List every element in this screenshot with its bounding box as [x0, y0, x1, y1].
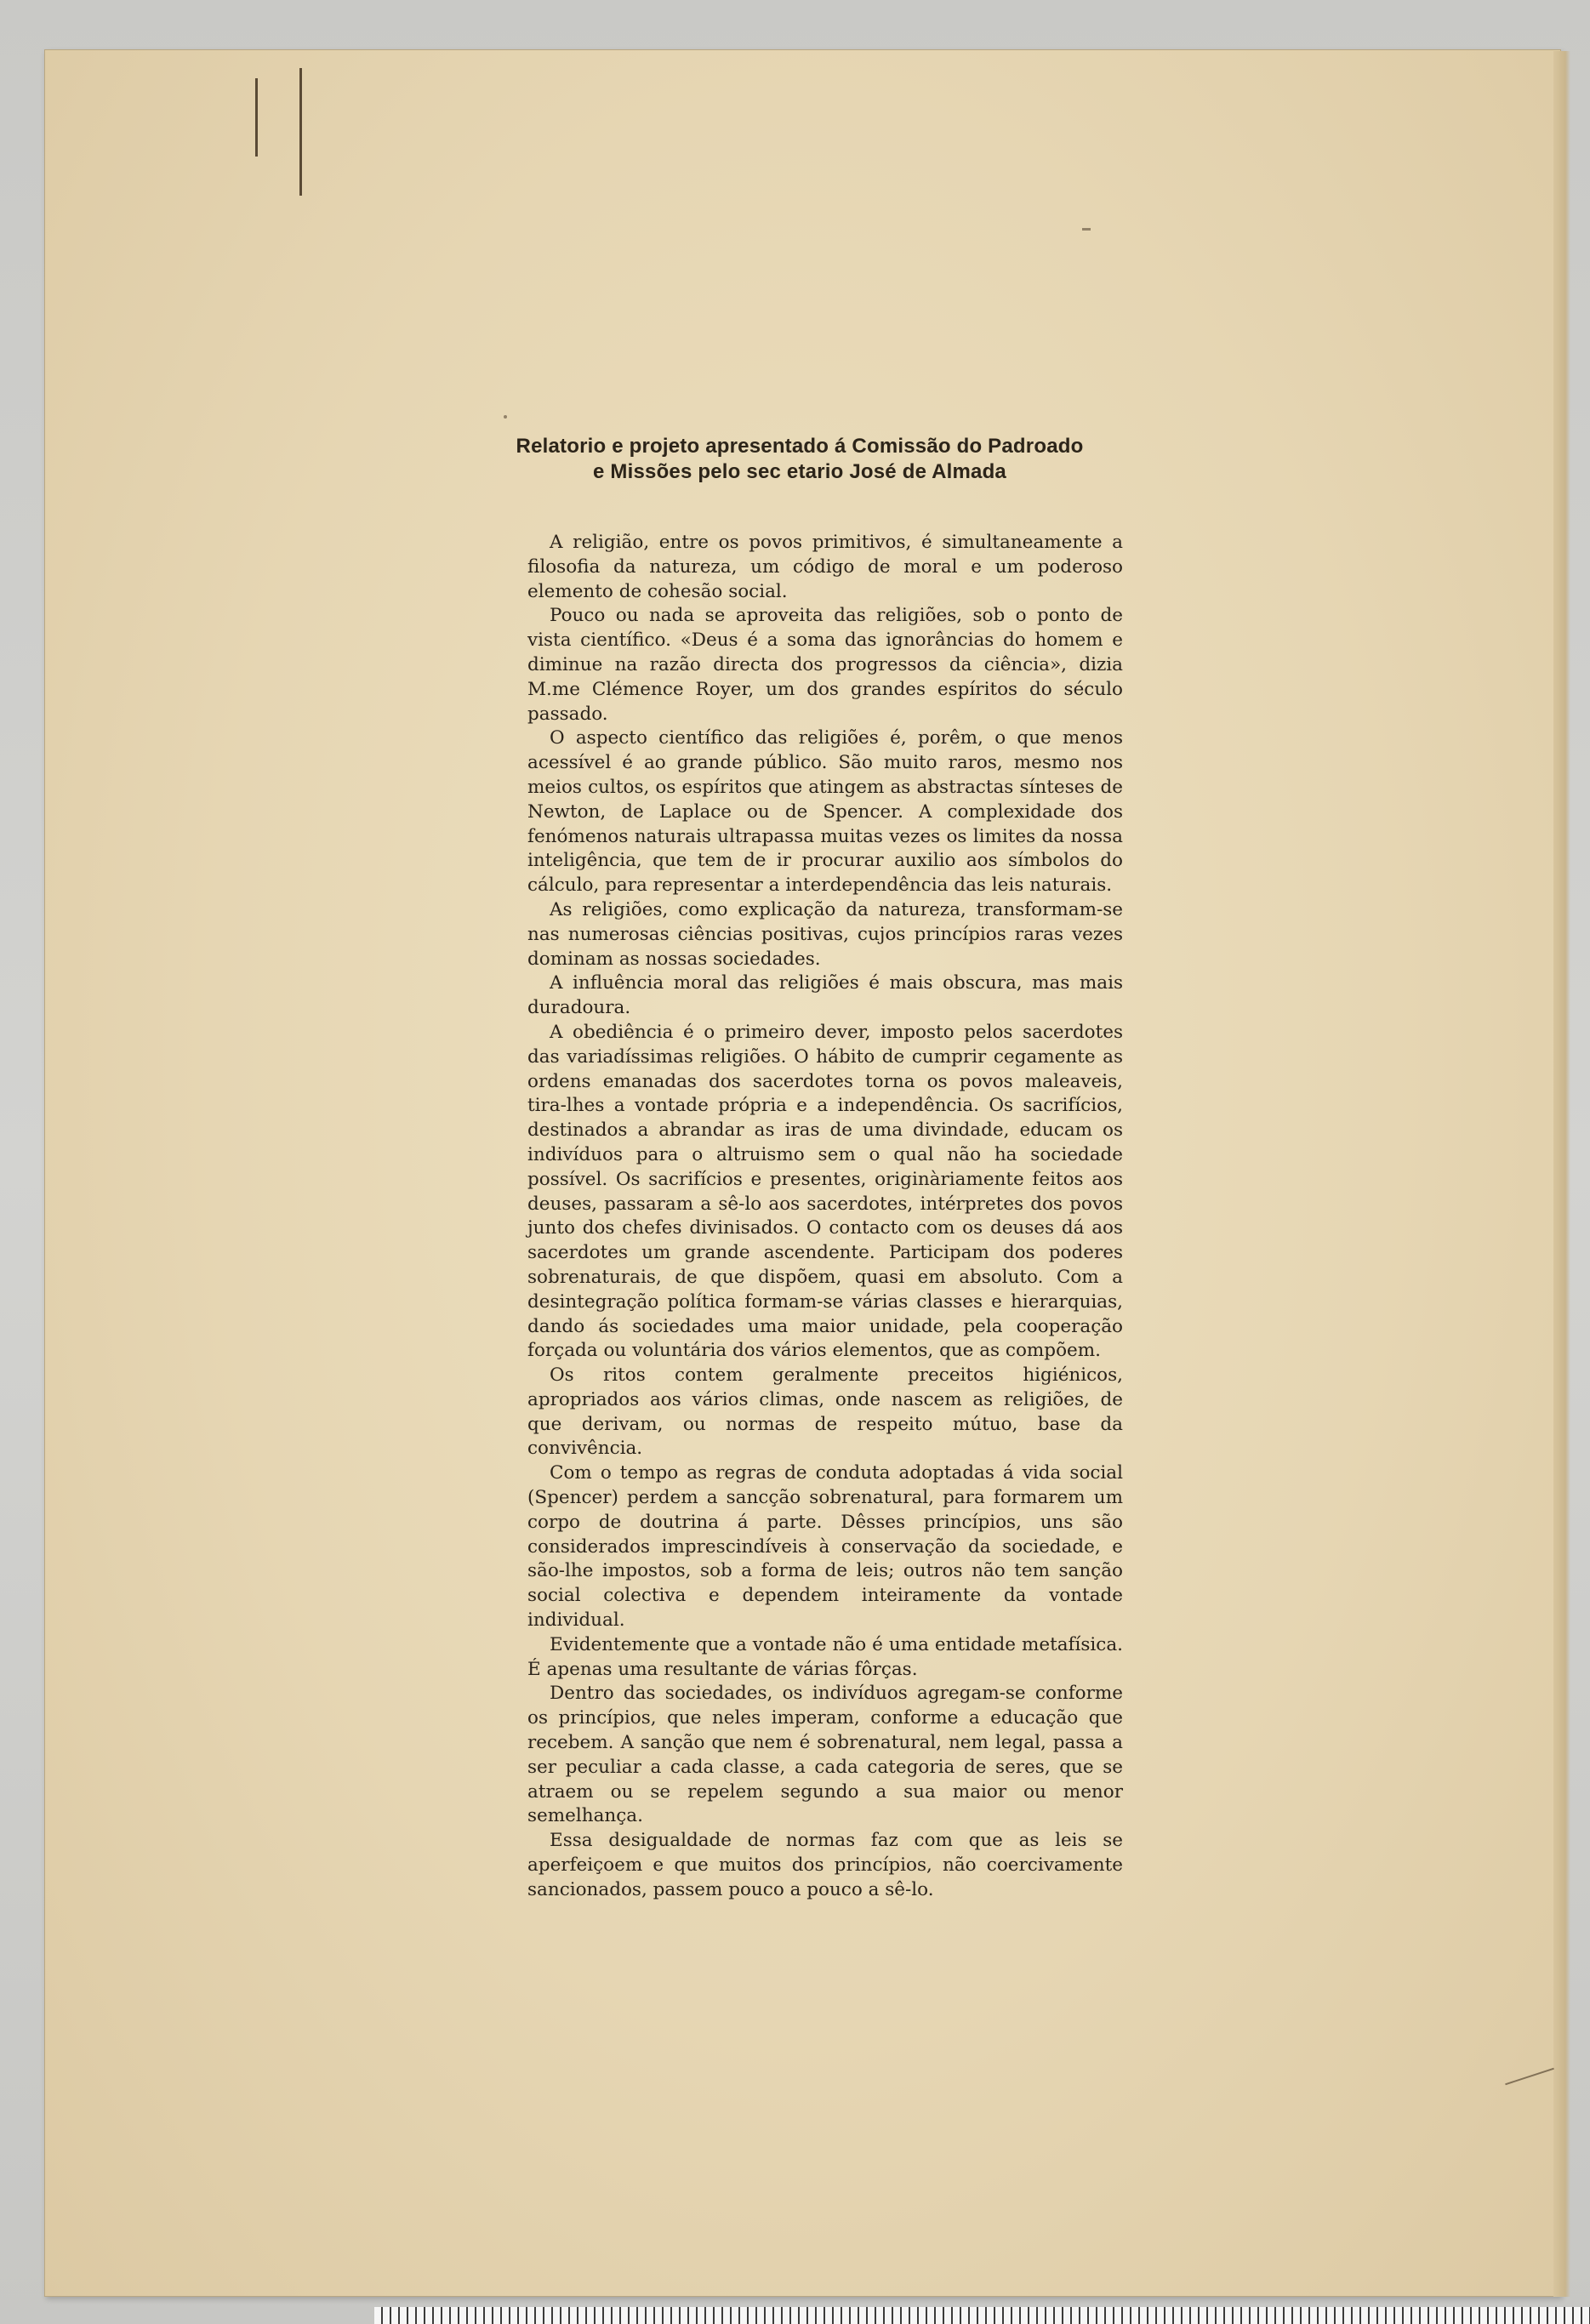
margin-ink-line: [255, 78, 258, 157]
ink-speck: [1082, 228, 1091, 231]
title-line-2: e Missões pelo sec etario José de Almada: [593, 460, 1006, 483]
page-right-edge: [1553, 51, 1570, 2297]
paragraph: A influência moral das religiões é mais obscura, mas mais duradoura.: [527, 972, 1123, 1019]
paragraph: O aspecto científico das religiões é, porêm, o que menos acessível é ao grande público. São muito raros, mesmo nos meios cultos, os espíritos que atingem as abstractas sínteses de Newton, de Laplace ou de Spencer. A complexidade dos fenómenos naturais ultrapassa muitas vezes os limites da nossa inteligência, que tem de ir procurar auxilio aos símbolos do cálculo, para representar a interdependência das leis naturais.: [527, 727, 1123, 897]
document-body: [527, 531, 1123, 1903]
paragraph: Evidentemente que a vontade não é uma entidade metafísica. É apenas uma resultante de várias fôrças.: [527, 1633, 1123, 1680]
paragraph: Com o tempo as regras de conduta adoptadas á vida social (Spencer) perdem a sancção sobrenatural, para formarem um corpo de doutrina á parte. Dêsses princípios, uns são considerados imprescindíveis à conservação da sociedade, e são-lhe impostos, sob a forma de leis; outros não tem sanção social colectiva e dependem inteiramente da vontade individual.: [527, 1462, 1123, 1632]
title-line-1: Relatorio e projeto apresentado á Comissão do Padroado: [516, 435, 1084, 458]
scale-ruler: [374, 2307, 1590, 2324]
margin-ink-line: [299, 68, 302, 196]
paragraph: A obediência é o primeiro dever, imposto pelos sacerdotes das variadíssimas religiões. O hábito de cumprir cegamente as ordens emanadas dos sacerdotes torna os povos maleaveis, tira-lhes a vontade própria e a independência. Os sacrifícios, destinados a abrandar as iras de uma divindade, educam os indivíduos para o altruismo sem o qual não ha sociedade possível. Os sacrifícios e presentes, originàriamente feitos aos deuses, passaram a sê-lo aos sacerdotes, intérpretes dos povos junto dos chefes divinisados. O contacto com os deuses dá aos sacerdotes um grande ascendente. Participam dos poderes sobrenaturais, de que dispõem, quasi em absoluto. Com a desintegração política formam-se várias classes e hierarquias, dando ás sociedades uma maior unidade, pela cooperação forçada ou voluntária dos vários elementos, que as compõem.: [527, 1021, 1123, 1362]
paragraph: A religião, entre os povos primitivos, é simultaneamente a filosofia da natureza, um código de moral e um poderoso elemento de cohesão social.: [527, 532, 1123, 602]
document-title: [476, 434, 1123, 485]
paragraph: Pouco ou nada se aproveita das religiões, sob o ponto de vista científico. «Deus é a soma das ignorâncias do homem e diminue na razão directa dos progressos da ciência», dizia M.me Clémence Royer, um dos grandes espíritos do século passado.: [527, 605, 1123, 725]
paragraph: As religiões, como explicação da natureza, transformam-se nas numerosas ciências positivas, cujos princípios raras vezes dominam as nossas sociedades.: [527, 898, 1123, 970]
paragraph: Essa desigualdade de normas faz com que as leis se aperfeiçoem e que muitos dos princípios, não coercivamente sancionados, passem pouco a pouco a sê-lo.: [527, 1830, 1123, 1900]
ink-speck: [504, 415, 507, 419]
paragraph: Os ritos contem geralmente preceitos higiénicos, apropriados aos vários climas, onde nascem as religiões, de que derivam, ou normas de respeito mútuo, base da convivência.: [527, 1364, 1123, 1460]
paragraph: Dentro das sociedades, os indivíduos agregam-se conforme os princípios, que neles imperam, conforme a educação que recebem. A sanção que nem é sobrenatural, nem legal, passa a ser peculiar a cada classe, a cada categoria de seres, que se atraem ou se repelem segundo a sua maior ou menor semelhança.: [527, 1683, 1123, 1827]
